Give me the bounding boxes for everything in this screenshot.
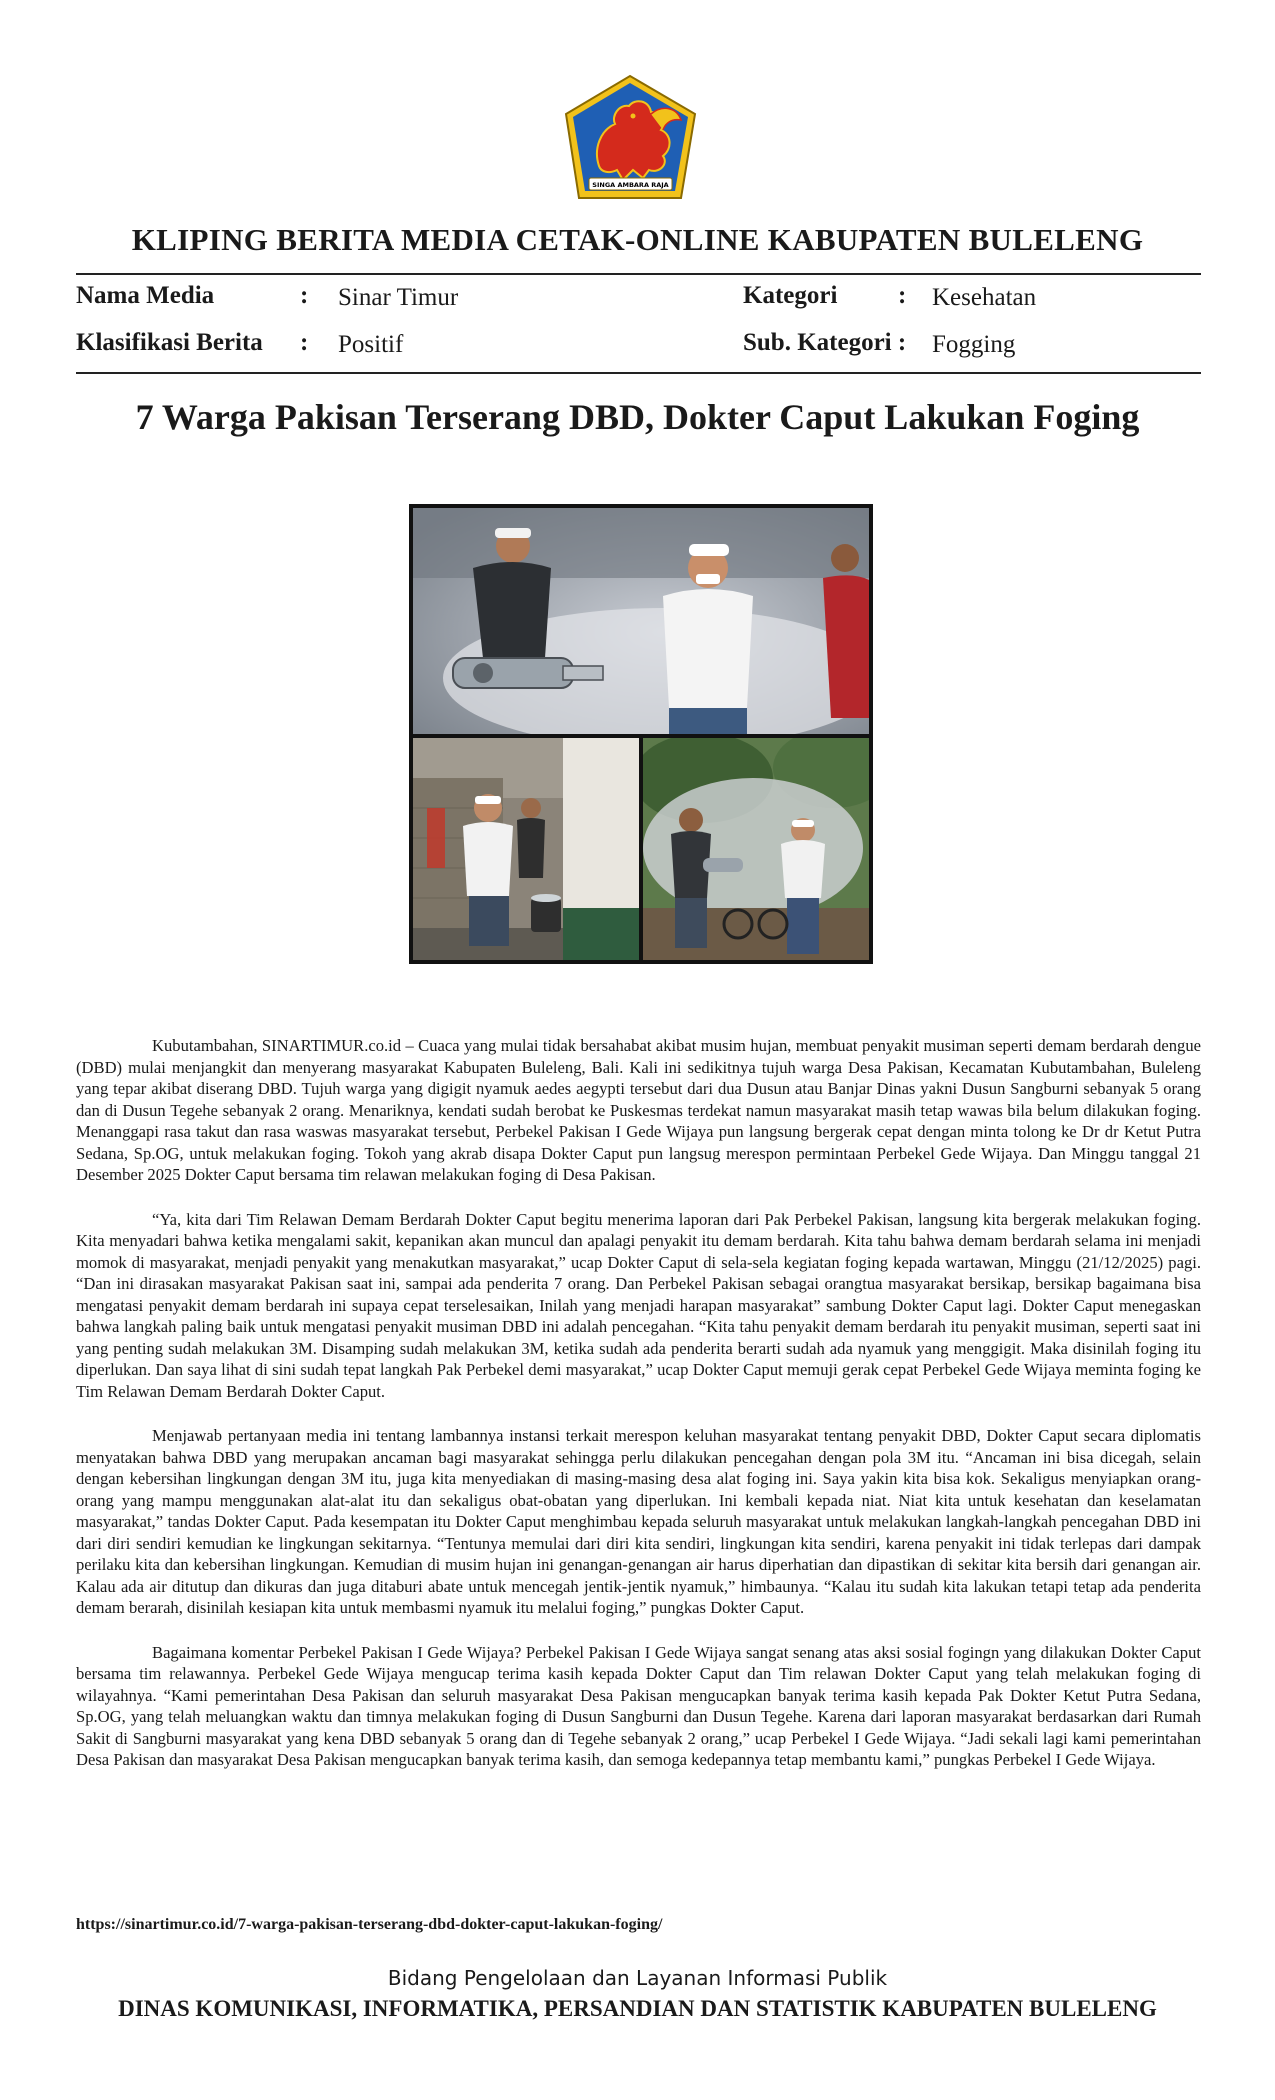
footer-bidang: Bidang Pengelolaan dan Layanan Informasi Publik [387,1966,888,1990]
article-paragraph-2: “Ya, kita dari Tim Relawan Demam Berdarah Dokter Caput begitu menerima laporan dari Pak Perbekel Pakisan, langsung kita bergerak melakukan foging. Kita menyadari bahwa ketika mengalami sakit, kepanikan akan muncul dan apalagi penyakit itu demam berdarah. Kita tahu bahwa demam berdarah selama ini menjadi momok di masyarakat, menjadi penyakit yang menakutkan masyarakat,” ucap Dokter Caput di sela-sela kegiatan foging kepada wartawan, Minggu (21/12/2025) pagi. “Dan ini dirasakan masyarakat Pakisan saat ini, sampai ada penderita 7 orang. Dan Perbekel Pakisan sebagai orangtua masyarakat bersikap, bersikap bagaimana bisa mengatasi penyakit demam berdarah ini supaya cepat terselesaikan, Inilah yang menjadi harapan masyarakat” sambung Dokter Caput lagi. Dokter Caput menegaskan bahwa langkah paling baik untuk mengatasi penyakit musiman DBD ini adalah pencegahan. “Kita tahu penyakit demam berdarah itu penyakit musiman, seperti saat ini yang penting sudah melakukan 3M. Disamping sudah melakukan 3M, ketika sudah ada penderita berarti sudah ada nyamuk yang menggigit. Maka disinilah foging itu diperlukan. Dan saya lihat di sini sudah tepat langkah Pak Perbekel demi masyarakat,” ucap Dokter Caput memuji gerak cepat Perbekel Gede Wijaya meminta foging ke Tim Relawan Demam Berdarah Dokter Caput. [76,1209,1201,1401]
nama-media-colon: : [300,282,309,309]
logo-lion-eye [631,114,636,119]
logo-ribbon-text: SINGA AMBARA RAJA [592,181,669,189]
header-rule-top [76,273,1201,275]
photo-fogging-main [413,508,869,734]
klasifikasi-label: Klasifikasi Berita [76,329,263,356]
buleleng-logo [563,74,698,202]
news-headline: 7 Warga Pakisan Terserang DBD, Dokter Caput Lakukan Foging [135,397,1140,437]
klasifikasi-value: Positif [338,331,404,358]
subkategori-value: Fogging [932,331,1016,358]
article-paragraph-3: Menjawab pertanyaan media ini tentang lambannya instansi terkait merespon keluhan masyarakat tentang penyakit DBD, Dokter Caput secara diplomatis menyatakan bahwa DBD yang merupakan ancaman bagi masyarakat sehingga perlu dilakukan pencegahan dengan pola 3M itu. “Ancaman ini bisa dicegah, selain dengan kebersihan lingkungan dengan 3M itu, juga kita menyediakan di masing-masing desa alat foging ini. Saya yakin kita bisa kok. Sekaligus menyiapkan orang-orang yang mampu menggunakan alat-alat itu dan sekaligus obat-obatan yang diperlukan. Ini kembali kepada niat. Niat kita untuk kesehatan dan keselamatan masyarakat,” tandas Dokter Caput. Pada kesempatan itu Dokter Caput menghimbau kepada seluruh masyarakat untuk melakukan langkah-langkah pencegahan DBD ini dari diri sendiri kemudian ke lingkungan sekitarnya. “Tentunya memulai dari diri kita sendiri, lingkungan kita sendiri, karena penyakit ini tidak terlepas dari dampak perilaku kita dan kebersihan lingkungan. Kemudian di musim hujan ini genangan-genangan air harus diperhatian dan dipastikan di sekitar kita bersih dari genangan air. Kalau ada air ditutup dan dikuras dan juga ditaburi abate untuk mencegah jentik-jentik nyamuk,” himbaunya. “Kalau itu sudah kita lakukan tetapi tetap ada penderita demam berarah, disinilah kesiapan kita untuk membasmi nyamuk itu melalui foging,” pungkas Dokter Caput. [76,1426,1201,1617]
kategori-value: Kesehatan [932,284,1037,311]
news-photo-collage [409,504,873,964]
kategori-colon: : [898,282,907,309]
source-url-link[interactable]: https://sinartimur.co.id/7-warga-pakisan-terserang-dbd-dokter-caput-lakukan-foging/ [76,1916,663,1933]
nama-media-value: Sinar Timur [338,284,459,311]
article-paragraph-1: Kubutambahan, SINARTIMUR.co.id – Cuaca yang mulai tidak bersahabat akibat musim hujan, membuat penyakit musiman seperti demam berdarah dengue (DBD) mulai menjangkit dan menyerang masyarakat Kabupaten Buleleng, Bali. Kali ini sedikitnya tujuh warga Desa Pakisan, Kecamatan Kubutambahan, Buleleng yang tepar akibat diserang DBD. Tujuh warga yang digigit nyamuk aedes aegypti tersebut dari dua Dusun atau Banjar Dinas yakni Dusun Sangburni sebanyak 5 orang dan di Dusun Tegehe sebanyak 2 orang. Menariknya, kendati sudah berobat ke Puskesmas terdekat namun masyarakat masih tetap wawas bila belum dilakukan foging. Menanggapi rasa takut dan rasa waswas masyarakat tersebut, Perbekel Pakisan I Gede Wijaya pun langsung bergerak cepat dengan minta tolong ke Dr dr Ketut Putra Sedana, Sp.OG, untuk melakukan foging. Tokoh yang akrab disapa Dokter Caput pun langsug merespon permintaan Perbekel Gede Wijaya. Dan Minggu tanggal 21 Desember 2025 Dokter Caput bersama tim relawan melakukan foging di Desa Pakisan. [76,1036,1201,1184]
footer-dinas: DINAS KOMUNIKASI, INFORMATIKA, PERSANDIAN DAN STATISTIK KABUPATEN BULELENG [118,1996,1157,2021]
klasifikasi-colon: : [300,329,309,356]
kliping-title: KLIPING BERITA MEDIA CETAK-ONLINE KABUPATEN BULELENG [131,222,1144,257]
article-body [76,1035,1201,1794]
nama-media-label: Nama Media [76,282,215,309]
photo-walking-alley [413,738,639,960]
header-rule-bottom [76,372,1201,374]
article-paragraph-4: Bagaimana komentar Perbekel Pakisan I Gede Wijaya? Perbekel Pakisan I Gede Wijaya sangat senang atas aksi sosial fogingn yang dilakukan Dokter Caput bersama tim relawannya. Perbekel Gede Wijaya mengucap terima kasih kepada Dokter Caput dan Tim relawan Dokter Caput yang telah melakukan foging di wilayahnya. “Kami pemerintahan Desa Pakisan dan seluruh masyarakat Desa Pakisan mengucapkan banyak terima kasih kepada Pak Dokter Ketut Putra Sedana, Sp.OG, yang telah meluangkan waktu dan timnya melakukan foging di Dusun Sangburni dan Dusun Tegehe. Karena dari laporan masyarakat berdasarkan dari Rumah Sakit di Sangburni masyarakat yang kena DBD sebanyak 5 orang dan di Tegehe sebanyak 2 orang,” ucap Perbekel I Gede Wijaya. “Jadi sekali lagi kami pemerintahan Desa Pakisan dan masyarakat Desa Pakisan mengucapkan banyak terima kasih, dan semoga kedepannya tetap membantu kami,” pungkas Perbekel I Gede Wijaya. [76,1642,1201,1769]
subkategori-label: Sub. Kategori : [743,329,907,356]
kategori-label: Kategori [743,282,838,309]
photo-fogging-garden [643,738,869,960]
